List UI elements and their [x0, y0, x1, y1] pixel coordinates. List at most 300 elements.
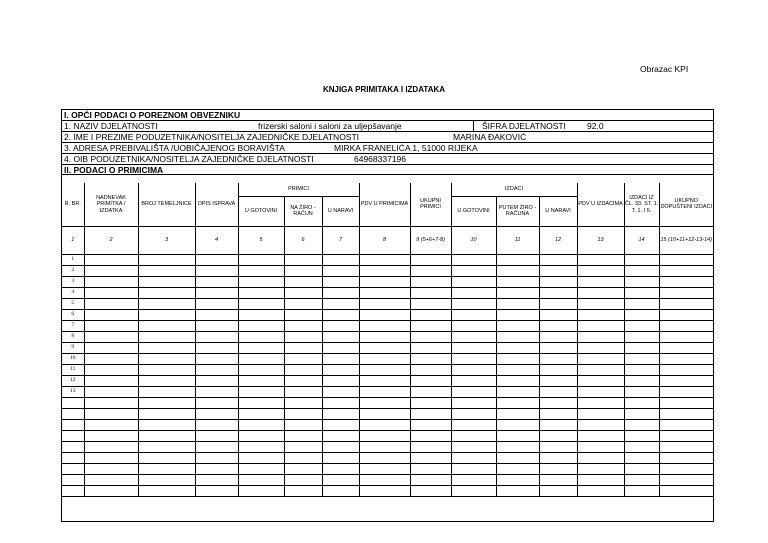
entry-cell[interactable]: [322, 331, 359, 342]
entry-cell[interactable]: [138, 287, 195, 298]
entry-cell[interactable]: [359, 320, 410, 331]
entry-cell[interactable]: [659, 287, 713, 298]
entry-cell[interactable]: [624, 364, 659, 375]
row-number-cell[interactable]: 6: [62, 309, 84, 320]
entry-cell[interactable]: [284, 276, 322, 287]
entry-cell[interactable]: [539, 320, 577, 331]
entry-cell[interactable]: [195, 474, 238, 485]
entry-cell[interactable]: [410, 441, 451, 452]
entry-cell[interactable]: [322, 265, 359, 276]
entry-cell[interactable]: [577, 430, 624, 441]
entry-cell[interactable]: [138, 386, 195, 397]
entry-cell[interactable]: [577, 254, 624, 265]
entry-cell[interactable]: [659, 474, 713, 485]
entry-cell[interactable]: [359, 287, 410, 298]
entry-cell[interactable]: [539, 364, 577, 375]
entry-cell[interactable]: [624, 474, 659, 485]
entry-cell[interactable]: [238, 342, 284, 353]
entry-cell[interactable]: [238, 408, 284, 419]
entry-cell[interactable]: [84, 309, 138, 320]
entry-cell[interactable]: [577, 419, 624, 430]
entry-cell[interactable]: [284, 353, 322, 364]
entry-cell[interactable]: [624, 452, 659, 463]
entry-cell[interactable]: [451, 364, 496, 375]
entry-cell[interactable]: [577, 386, 624, 397]
entry-cell[interactable]: [539, 353, 577, 364]
entry-cell[interactable]: [659, 254, 713, 265]
entry-cell[interactable]: [539, 254, 577, 265]
entry-cell[interactable]: [138, 375, 195, 386]
row-number-cell[interactable]: [62, 419, 84, 430]
entry-cell[interactable]: [410, 309, 451, 320]
entry-cell[interactable]: [577, 408, 624, 419]
entry-cell[interactable]: [238, 419, 284, 430]
entry-cell[interactable]: [451, 419, 496, 430]
entry-cell[interactable]: [451, 485, 496, 496]
row-number-cell[interactable]: 5: [62, 298, 84, 309]
entry-cell[interactable]: [624, 320, 659, 331]
entry-cell[interactable]: [238, 452, 284, 463]
entry-cell[interactable]: [238, 397, 284, 408]
entry-cell[interactable]: [322, 419, 359, 430]
entry-cell[interactable]: [451, 287, 496, 298]
entry-cell[interactable]: [238, 485, 284, 496]
entry-cell[interactable]: [451, 254, 496, 265]
entry-cell[interactable]: [577, 353, 624, 364]
entry-cell[interactable]: [496, 265, 539, 276]
entry-cell[interactable]: [359, 419, 410, 430]
entry-cell[interactable]: [496, 441, 539, 452]
entry-cell[interactable]: [539, 276, 577, 287]
row-number-cell[interactable]: [62, 430, 84, 441]
entry-cell[interactable]: [284, 419, 322, 430]
entry-cell[interactable]: [624, 353, 659, 364]
entry-cell[interactable]: [138, 353, 195, 364]
entry-cell[interactable]: [577, 331, 624, 342]
entry-cell[interactable]: [84, 254, 138, 265]
entry-cell[interactable]: [284, 386, 322, 397]
entry-cell[interactable]: [496, 452, 539, 463]
entry-cell[interactable]: [624, 298, 659, 309]
entry-cell[interactable]: [496, 276, 539, 287]
entry-cell[interactable]: [238, 309, 284, 320]
entry-cell[interactable]: [539, 265, 577, 276]
entry-cell[interactable]: [496, 364, 539, 375]
entry-cell[interactable]: [410, 474, 451, 485]
entry-cell[interactable]: [577, 441, 624, 452]
row-number-cell[interactable]: 13: [62, 386, 84, 397]
row-number-cell[interactable]: [62, 485, 84, 496]
entry-cell[interactable]: [577, 342, 624, 353]
entry-cell[interactable]: [410, 452, 451, 463]
entry-cell[interactable]: [451, 353, 496, 364]
entry-cell[interactable]: [659, 276, 713, 287]
entry-cell[interactable]: [284, 463, 322, 474]
row-number-cell[interactable]: [62, 474, 84, 485]
entry-cell[interactable]: [195, 320, 238, 331]
entry-cell[interactable]: [451, 386, 496, 397]
entry-cell[interactable]: [322, 320, 359, 331]
entry-cell[interactable]: [138, 364, 195, 375]
entry-cell[interactable]: [322, 342, 359, 353]
entry-cell[interactable]: [539, 430, 577, 441]
entry-cell[interactable]: [577, 463, 624, 474]
entry-cell[interactable]: [84, 353, 138, 364]
entry-cell[interactable]: [451, 265, 496, 276]
entry-cell[interactable]: [84, 375, 138, 386]
entry-cell[interactable]: [451, 397, 496, 408]
entry-cell[interactable]: [238, 254, 284, 265]
entry-cell[interactable]: [195, 342, 238, 353]
entry-cell[interactable]: [284, 397, 322, 408]
entry-cell[interactable]: [659, 353, 713, 364]
entry-cell[interactable]: [624, 430, 659, 441]
entry-cell[interactable]: [322, 474, 359, 485]
entry-cell[interactable]: [84, 408, 138, 419]
entry-cell[interactable]: [359, 375, 410, 386]
entry-cell[interactable]: [496, 331, 539, 342]
entry-cell[interactable]: [539, 485, 577, 496]
entry-cell[interactable]: [284, 342, 322, 353]
entry-cell[interactable]: [659, 364, 713, 375]
entry-cell[interactable]: [322, 485, 359, 496]
entry-cell[interactable]: [359, 254, 410, 265]
entry-cell[interactable]: [84, 364, 138, 375]
row-number-cell[interactable]: 4: [62, 287, 84, 298]
entry-cell[interactable]: [238, 441, 284, 452]
entry-cell[interactable]: [284, 430, 322, 441]
entry-cell[interactable]: [359, 430, 410, 441]
entry-cell[interactable]: [624, 485, 659, 496]
entry-cell[interactable]: [410, 430, 451, 441]
entry-cell[interactable]: [577, 287, 624, 298]
entry-cell[interactable]: [359, 386, 410, 397]
entry-cell[interactable]: [284, 441, 322, 452]
entry-cell[interactable]: [451, 331, 496, 342]
entry-cell[interactable]: [84, 320, 138, 331]
row-number-cell[interactable]: 12: [62, 375, 84, 386]
entry-cell[interactable]: [659, 452, 713, 463]
entry-cell[interactable]: [624, 441, 659, 452]
entry-cell[interactable]: [138, 463, 195, 474]
entry-cell[interactable]: [410, 254, 451, 265]
row-number-cell[interactable]: [62, 463, 84, 474]
entry-cell[interactable]: [539, 441, 577, 452]
entry-cell[interactable]: [410, 331, 451, 342]
entry-cell[interactable]: [195, 408, 238, 419]
entry-cell[interactable]: [577, 397, 624, 408]
entry-cell[interactable]: [624, 375, 659, 386]
entry-cell[interactable]: [539, 342, 577, 353]
entry-cell[interactable]: [138, 276, 195, 287]
entry-cell[interactable]: [322, 441, 359, 452]
entry-cell[interactable]: [322, 386, 359, 397]
entry-cell[interactable]: [577, 485, 624, 496]
entry-cell[interactable]: [496, 397, 539, 408]
row-number-cell[interactable]: [62, 408, 84, 419]
entry-cell[interactable]: [577, 309, 624, 320]
entry-cell[interactable]: [284, 298, 322, 309]
row-number-cell[interactable]: 1: [62, 254, 84, 265]
entry-cell[interactable]: [539, 331, 577, 342]
entry-cell[interactable]: [84, 276, 138, 287]
entry-cell[interactable]: [195, 287, 238, 298]
entry-cell[interactable]: [496, 375, 539, 386]
entry-cell[interactable]: [410, 287, 451, 298]
entry-cell[interactable]: [322, 276, 359, 287]
entry-cell[interactable]: [195, 419, 238, 430]
entry-cell[interactable]: [539, 408, 577, 419]
entry-cell[interactable]: [284, 309, 322, 320]
entry-cell[interactable]: [284, 375, 322, 386]
entry-cell[interactable]: [496, 430, 539, 441]
row-number-cell[interactable]: [62, 397, 84, 408]
entry-cell[interactable]: [138, 474, 195, 485]
entry-cell[interactable]: [322, 364, 359, 375]
entry-cell[interactable]: [410, 386, 451, 397]
entry-cell[interactable]: [138, 320, 195, 331]
entry-cell[interactable]: [284, 485, 322, 496]
entry-cell[interactable]: [659, 375, 713, 386]
entry-cell[interactable]: [359, 463, 410, 474]
entry-cell[interactable]: [284, 331, 322, 342]
entry-cell[interactable]: [410, 342, 451, 353]
entry-cell[interactable]: [451, 452, 496, 463]
entry-cell[interactable]: [624, 342, 659, 353]
entry-cell[interactable]: [238, 331, 284, 342]
row-number-cell[interactable]: 3: [62, 276, 84, 287]
entry-cell[interactable]: [284, 320, 322, 331]
entry-cell[interactable]: [624, 331, 659, 342]
entry-cell[interactable]: [624, 309, 659, 320]
entry-cell[interactable]: [238, 430, 284, 441]
entry-cell[interactable]: [659, 419, 713, 430]
entry-cell[interactable]: [322, 375, 359, 386]
entry-cell[interactable]: [84, 342, 138, 353]
entry-cell[interactable]: [359, 265, 410, 276]
row-number-cell[interactable]: [62, 441, 84, 452]
row-number-cell[interactable]: [62, 452, 84, 463]
entry-cell[interactable]: [624, 276, 659, 287]
entry-cell[interactable]: [539, 397, 577, 408]
entry-cell[interactable]: [84, 397, 138, 408]
entry-cell[interactable]: [84, 474, 138, 485]
entry-cell[interactable]: [659, 408, 713, 419]
entry-cell[interactable]: [138, 408, 195, 419]
entry-cell[interactable]: [195, 397, 238, 408]
entry-cell[interactable]: [359, 408, 410, 419]
entry-cell[interactable]: [238, 320, 284, 331]
entry-cell[interactable]: [539, 309, 577, 320]
entry-cell[interactable]: [138, 298, 195, 309]
entry-cell[interactable]: [138, 309, 195, 320]
entry-cell[interactable]: [624, 463, 659, 474]
entry-cell[interactable]: [539, 375, 577, 386]
entry-cell[interactable]: [138, 452, 195, 463]
entry-cell[interactable]: [322, 298, 359, 309]
entry-cell[interactable]: [195, 254, 238, 265]
entry-cell[interactable]: [322, 452, 359, 463]
entry-cell[interactable]: [322, 254, 359, 265]
entry-cell[interactable]: [451, 375, 496, 386]
entry-cell[interactable]: [195, 298, 238, 309]
entry-cell[interactable]: [539, 474, 577, 485]
entry-cell[interactable]: [359, 309, 410, 320]
entry-cell[interactable]: [238, 386, 284, 397]
entry-cell[interactable]: [84, 287, 138, 298]
entry-cell[interactable]: [359, 353, 410, 364]
entry-cell[interactable]: [577, 265, 624, 276]
entry-cell[interactable]: [410, 353, 451, 364]
entry-cell[interactable]: [577, 276, 624, 287]
entry-cell[interactable]: [451, 474, 496, 485]
entry-cell[interactable]: [410, 408, 451, 419]
row-number-cell[interactable]: 2: [62, 265, 84, 276]
entry-cell[interactable]: [359, 331, 410, 342]
entry-cell[interactable]: [496, 386, 539, 397]
entry-cell[interactable]: [138, 430, 195, 441]
entry-cell[interactable]: [496, 353, 539, 364]
entry-cell[interactable]: [659, 430, 713, 441]
entry-cell[interactable]: [659, 309, 713, 320]
entry-cell[interactable]: [138, 419, 195, 430]
row-number-cell[interactable]: 8: [62, 331, 84, 342]
entry-cell[interactable]: [410, 419, 451, 430]
entry-cell[interactable]: [624, 386, 659, 397]
entry-cell[interactable]: [284, 287, 322, 298]
entry-cell[interactable]: [539, 452, 577, 463]
entry-cell[interactable]: [659, 320, 713, 331]
entry-cell[interactable]: [284, 364, 322, 375]
entry-cell[interactable]: [238, 474, 284, 485]
entry-cell[interactable]: [84, 463, 138, 474]
entry-cell[interactable]: [496, 474, 539, 485]
entry-cell[interactable]: [659, 463, 713, 474]
entry-cell[interactable]: [451, 441, 496, 452]
entry-cell[interactable]: [84, 441, 138, 452]
entry-cell[interactable]: [496, 254, 539, 265]
entry-cell[interactable]: [195, 331, 238, 342]
entry-cell[interactable]: [138, 254, 195, 265]
entry-cell[interactable]: [410, 276, 451, 287]
entry-cell[interactable]: [84, 485, 138, 496]
entry-cell[interactable]: [577, 320, 624, 331]
entry-cell[interactable]: [195, 441, 238, 452]
entry-cell[interactable]: [359, 298, 410, 309]
entry-cell[interactable]: [359, 474, 410, 485]
entry-cell[interactable]: [138, 331, 195, 342]
entry-cell[interactable]: [195, 430, 238, 441]
entry-cell[interactable]: [84, 419, 138, 430]
entry-cell[interactable]: [451, 309, 496, 320]
entry-cell[interactable]: [410, 364, 451, 375]
entry-cell[interactable]: [496, 309, 539, 320]
entry-cell[interactable]: [496, 342, 539, 353]
entry-cell[interactable]: [496, 298, 539, 309]
entry-cell[interactable]: [238, 353, 284, 364]
entry-cell[interactable]: [659, 298, 713, 309]
entry-cell[interactable]: [238, 375, 284, 386]
entry-cell[interactable]: [410, 375, 451, 386]
entry-cell[interactable]: [195, 309, 238, 320]
entry-cell[interactable]: [138, 485, 195, 496]
entry-cell[interactable]: [322, 287, 359, 298]
entry-cell[interactable]: [410, 463, 451, 474]
row-number-cell[interactable]: 7: [62, 320, 84, 331]
entry-cell[interactable]: [284, 452, 322, 463]
row-number-cell[interactable]: 9: [62, 342, 84, 353]
entry-cell[interactable]: [659, 342, 713, 353]
entry-cell[interactable]: [322, 353, 359, 364]
entry-cell[interactable]: [624, 265, 659, 276]
entry-cell[interactable]: [577, 364, 624, 375]
entry-cell[interactable]: [577, 375, 624, 386]
entry-cell[interactable]: [359, 441, 410, 452]
entry-cell[interactable]: [496, 287, 539, 298]
entry-cell[interactable]: [84, 452, 138, 463]
entry-cell[interactable]: [496, 408, 539, 419]
row-number-cell[interactable]: 10: [62, 353, 84, 364]
entry-cell[interactable]: [359, 485, 410, 496]
entry-cell[interactable]: [410, 298, 451, 309]
entry-cell[interactable]: [322, 408, 359, 419]
entry-cell[interactable]: [496, 485, 539, 496]
entry-cell[interactable]: [659, 441, 713, 452]
entry-cell[interactable]: [539, 463, 577, 474]
entry-cell[interactable]: [238, 265, 284, 276]
entry-cell[interactable]: [659, 386, 713, 397]
entry-cell[interactable]: [322, 397, 359, 408]
entry-cell[interactable]: [84, 430, 138, 441]
entry-cell[interactable]: [410, 265, 451, 276]
entry-cell[interactable]: [195, 265, 238, 276]
entry-cell[interactable]: [238, 276, 284, 287]
entry-cell[interactable]: [451, 276, 496, 287]
entry-cell[interactable]: [624, 287, 659, 298]
entry-cell[interactable]: [577, 452, 624, 463]
entry-cell[interactable]: [138, 342, 195, 353]
entry-cell[interactable]: [284, 408, 322, 419]
entry-cell[interactable]: [195, 353, 238, 364]
entry-cell[interactable]: [539, 386, 577, 397]
entry-cell[interactable]: [195, 276, 238, 287]
entry-cell[interactable]: [195, 375, 238, 386]
entry-cell[interactable]: [359, 397, 410, 408]
entry-cell[interactable]: [451, 342, 496, 353]
entry-cell[interactable]: [659, 485, 713, 496]
entry-cell[interactable]: [410, 397, 451, 408]
entry-cell[interactable]: [238, 463, 284, 474]
entry-cell[interactable]: [284, 474, 322, 485]
entry-cell[interactable]: [577, 298, 624, 309]
entry-cell[interactable]: [238, 298, 284, 309]
entry-cell[interactable]: [359, 452, 410, 463]
entry-cell[interactable]: [195, 463, 238, 474]
entry-cell[interactable]: [496, 419, 539, 430]
entry-cell[interactable]: [238, 364, 284, 375]
entry-cell[interactable]: [84, 331, 138, 342]
entry-cell[interactable]: [410, 485, 451, 496]
entry-cell[interactable]: [359, 342, 410, 353]
entry-cell[interactable]: [496, 463, 539, 474]
entry-cell[interactable]: [195, 485, 238, 496]
entry-cell[interactable]: [195, 386, 238, 397]
entry-cell[interactable]: [284, 265, 322, 276]
row-number-cell[interactable]: 11: [62, 364, 84, 375]
entry-cell[interactable]: [195, 364, 238, 375]
entry-cell[interactable]: [624, 397, 659, 408]
entry-cell[interactable]: [624, 419, 659, 430]
